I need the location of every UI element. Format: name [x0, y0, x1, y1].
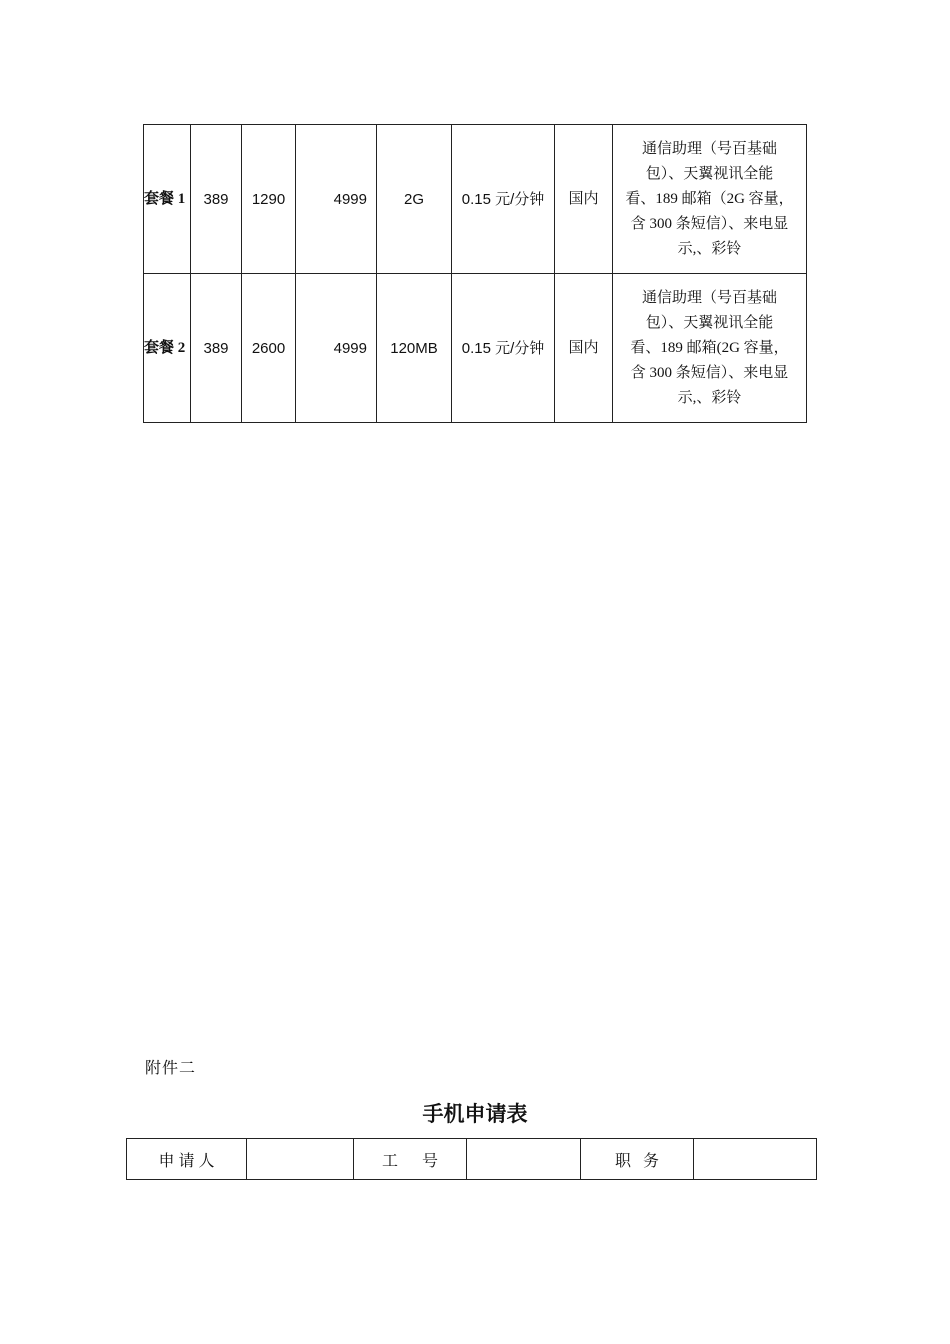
plan-scope: 国内 — [555, 125, 613, 274]
plan-services — [613, 274, 807, 423]
plan-name: 套餐 1 — [144, 125, 191, 274]
applicant-field[interactable] — [247, 1139, 354, 1180]
plan-table — [143, 124, 807, 423]
form-title: 手机申请表 — [422, 1102, 528, 1126]
services-line: 看、189 邮箱（2G 容量， — [625, 190, 794, 207]
employee-no-field[interactable] — [467, 1139, 581, 1180]
annex-label: 附件二 — [145, 1060, 197, 1077]
services-line: 含 300 条短信）、来电显 — [630, 364, 789, 381]
plan-handset-price: 4999 — [296, 274, 377, 423]
plan-monthly-fee: 389 — [191, 274, 242, 423]
employee-no-label: 工 号 — [354, 1139, 467, 1180]
application-form-table — [126, 1138, 817, 1180]
plan-scope: 国内 — [555, 274, 613, 423]
table-row — [144, 274, 807, 423]
position-field[interactable] — [694, 1139, 817, 1180]
table-row — [144, 125, 807, 274]
plan-name: 套餐 2 — [144, 274, 191, 423]
plan-handset-price: 4999 — [296, 125, 377, 274]
table-row — [127, 1139, 817, 1180]
services-line: 通信助理（号百基础 — [641, 140, 777, 157]
plan-rate: 0.15 元/分钟 — [452, 274, 555, 423]
services-line: 示,、彩铃 — [677, 389, 742, 406]
applicant-label: 申 请 人 — [127, 1139, 247, 1180]
plan-data: 120MB — [377, 274, 452, 423]
services-line: 包）、天翼视讯全能 — [645, 165, 774, 182]
services-line: 看、189 邮箱(2G 容量， — [630, 339, 789, 356]
services-line: 含 300 条短信）、来电显 — [630, 215, 789, 232]
services-line: 示,、彩铃 — [677, 240, 742, 257]
plan-rate: 0.15 元/分钟 — [452, 125, 555, 274]
plan-monthly-fee: 389 — [191, 125, 242, 274]
position-label: 职 务 — [581, 1139, 694, 1180]
plan-services — [613, 125, 807, 274]
plan-minutes: 2600 — [242, 274, 296, 423]
services-line: 包）、天翼视讯全能 — [645, 314, 774, 331]
plan-data: 2G — [377, 125, 452, 274]
services-line: 通信助理（号百基础 — [641, 289, 777, 306]
plan-minutes: 1290 — [242, 125, 296, 274]
